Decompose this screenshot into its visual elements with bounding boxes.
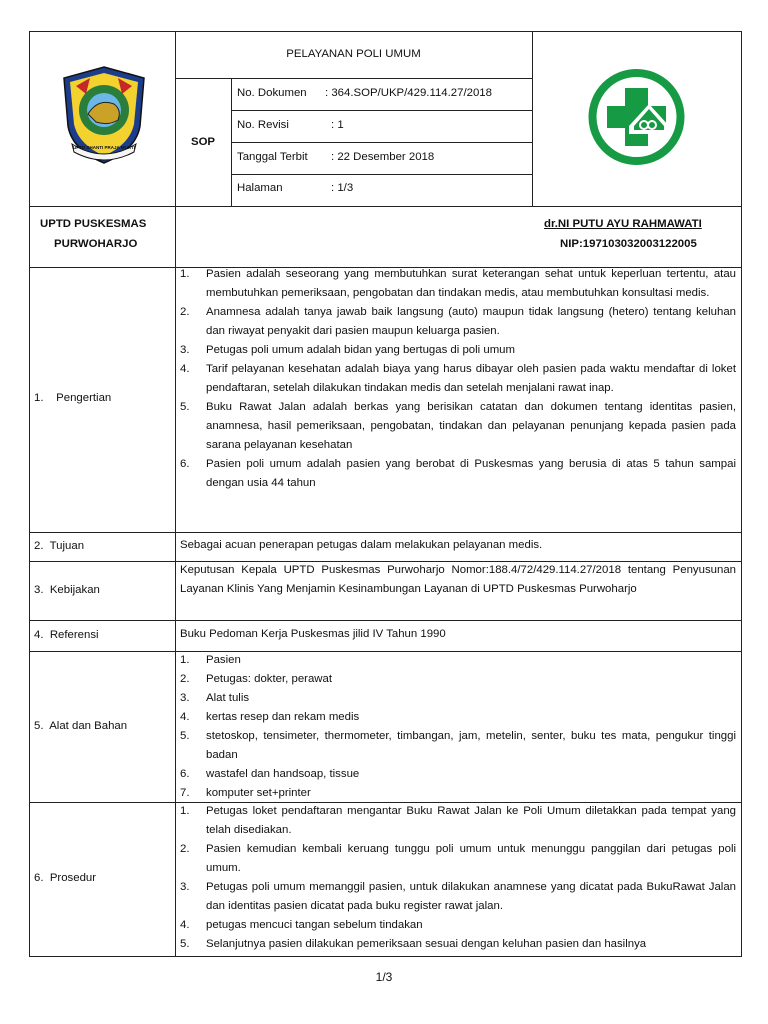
right-logo xyxy=(587,68,686,166)
list-item: 3. Petugas poli umum adalah bidan yang bertugas di poli umum xyxy=(180,344,516,356)
section-label-prosedur: 6. Prosedur xyxy=(34,872,97,884)
referensi-text: Buku Pedoman Kerja Puskesmas jilid IV Tahun 1990 xyxy=(180,628,446,640)
document-title: PELAYANAN POLI UMUM xyxy=(286,48,421,60)
list-item: 3. Petugas poli umum memanggil pasien, untuk dilakukan anamnese yang dicatat pada BukuRawat Jalan dan identitas pasien dicatat pada buku register rawat jalan. xyxy=(180,881,736,912)
doc-row-dokumen-value: : 364.SOP/UKP/429.114.27/2018 xyxy=(325,87,492,99)
doc-row-halaman-label: Halaman xyxy=(237,182,283,194)
list-item: 1. Petugas loket pendaftaran mengantar Buku Rawat Jalan ke Poli Umum diletakkan pada tempat yang telah disediakan. xyxy=(180,805,736,836)
list-item: 2. Petugas: dokter, perawat xyxy=(180,673,333,685)
signer-nip: NIP:197103032003122005 xyxy=(560,238,697,250)
list-item: 5. stetoskop, tensimeter, thermometer, timbangan, jam, metelin, senter, buku tes mata, pengukur tinggi badan xyxy=(180,730,736,761)
left-logo-ribbon-text: UPTD SHANTI PRAJA MUKTI xyxy=(72,145,136,150)
page-number: 1/3 xyxy=(375,970,393,984)
prosedur-list xyxy=(180,802,736,954)
list-item: 1. Pasien xyxy=(180,654,241,666)
org-name-line1: UPTD PUSKESMAS xyxy=(40,218,147,230)
signer-name: dr.NI PUTU AYU RAHMAWATI xyxy=(544,218,702,230)
list-item: 3. Alat tulis xyxy=(180,692,250,704)
list-item: 4. petugas mencuci tangan sebelum tindakan xyxy=(180,919,423,931)
list-item: 5. Selanjutnya pasien dilakukan pemeriksaan sesuai dengan keluhan pasien dan hasilnya xyxy=(180,938,647,950)
doc-row-revisi-label: No. Revisi xyxy=(237,119,289,131)
list-item: 5. Buku Rawat Jalan adalah berkas yang berisikan catatan dan dokumen tentang identitas pasien, anamnesa, hasil pemeriksaan, pengobatan, tindakan dan pelayanan penunjang kepada pasien pada sarana pelayanan kesehatan xyxy=(180,401,736,451)
list-item: 6. Pasien poli umum adalah pasien yang berobat di Puskesmas yang berusia di atas 5 tahun sampai dengan usia 44 tahun xyxy=(180,458,736,489)
section-label-alat: 5. Alat dan Bahan xyxy=(34,720,128,732)
doc-row-revisi-value: : 1 xyxy=(331,119,344,131)
list-item: 4. kertas resep dan rekam medis xyxy=(180,711,360,723)
list-item: 7. komputer set+printer xyxy=(180,787,311,799)
section-label-referensi: 4. Referensi xyxy=(34,629,99,641)
tujuan-text: Sebagai acuan penerapan petugas dalam melakukan pelayanan medis. xyxy=(180,539,543,551)
section-label-pengertian: 1. Pengertian xyxy=(34,392,112,404)
left-logo xyxy=(58,64,150,166)
list-item: 4. Tarif pelayanan kesehatan adalah biaya yang harus dibayar oleh pasien pada waktu mendaftar di loket pendaftaran, setelah dilakukan tindakan medis dan setelah menjalani rawat inap. xyxy=(180,363,736,394)
pengertian-list xyxy=(180,265,736,493)
org-name-line2: PURWOHARJO xyxy=(54,238,138,250)
list-item: 2. Pasien kemudian kembali keruang tunggu poli umum untuk menunggu panggilan dari petugas poli umum. xyxy=(180,843,736,874)
list-item: 1. Pasien adalah seseorang yang membutuhkan surat keterangan sehat untuk keperluan tertentu, atau membutuhkan pemeriksaan, pengobatan dan tindakan medis, atau membutuhkan konsultasi medis. xyxy=(180,268,736,299)
doc-row-dokumen-label: No. Dokumen xyxy=(237,87,307,99)
list-item: 6. wastafel dan handsoap, tissue xyxy=(180,768,360,780)
sop-label: SOP xyxy=(190,136,216,148)
list-item: 2. Anamnesa adalah tanya jawab baik langsung (auto) maupun tidak langsung (hetero) tentang keluhan dan riwayat penyakit dari pasien maupun keluarga pasien. xyxy=(180,306,736,337)
section-label-tujuan: 2. Tujuan xyxy=(34,540,85,552)
kebijakan-text: Keputusan Kepala UPTD Puskesmas Purwoharjo Nomor:188.4/72/429.114.27/2018 tentang Penyusunan Layanan Klinis Yang Menjamin Kesinambungan Layanan di UPTD Puskesmas Purwoharjo xyxy=(180,564,736,595)
doc-row-halaman-value: : 1/3 xyxy=(331,182,354,194)
doc-row-tanggal-value: : 22 Desember 2018 xyxy=(331,151,435,163)
doc-row-tanggal-label: Tanggal Terbit xyxy=(237,151,308,163)
section-label-kebijakan: 3. Kebijakan xyxy=(34,584,100,596)
alat-list xyxy=(180,651,736,803)
